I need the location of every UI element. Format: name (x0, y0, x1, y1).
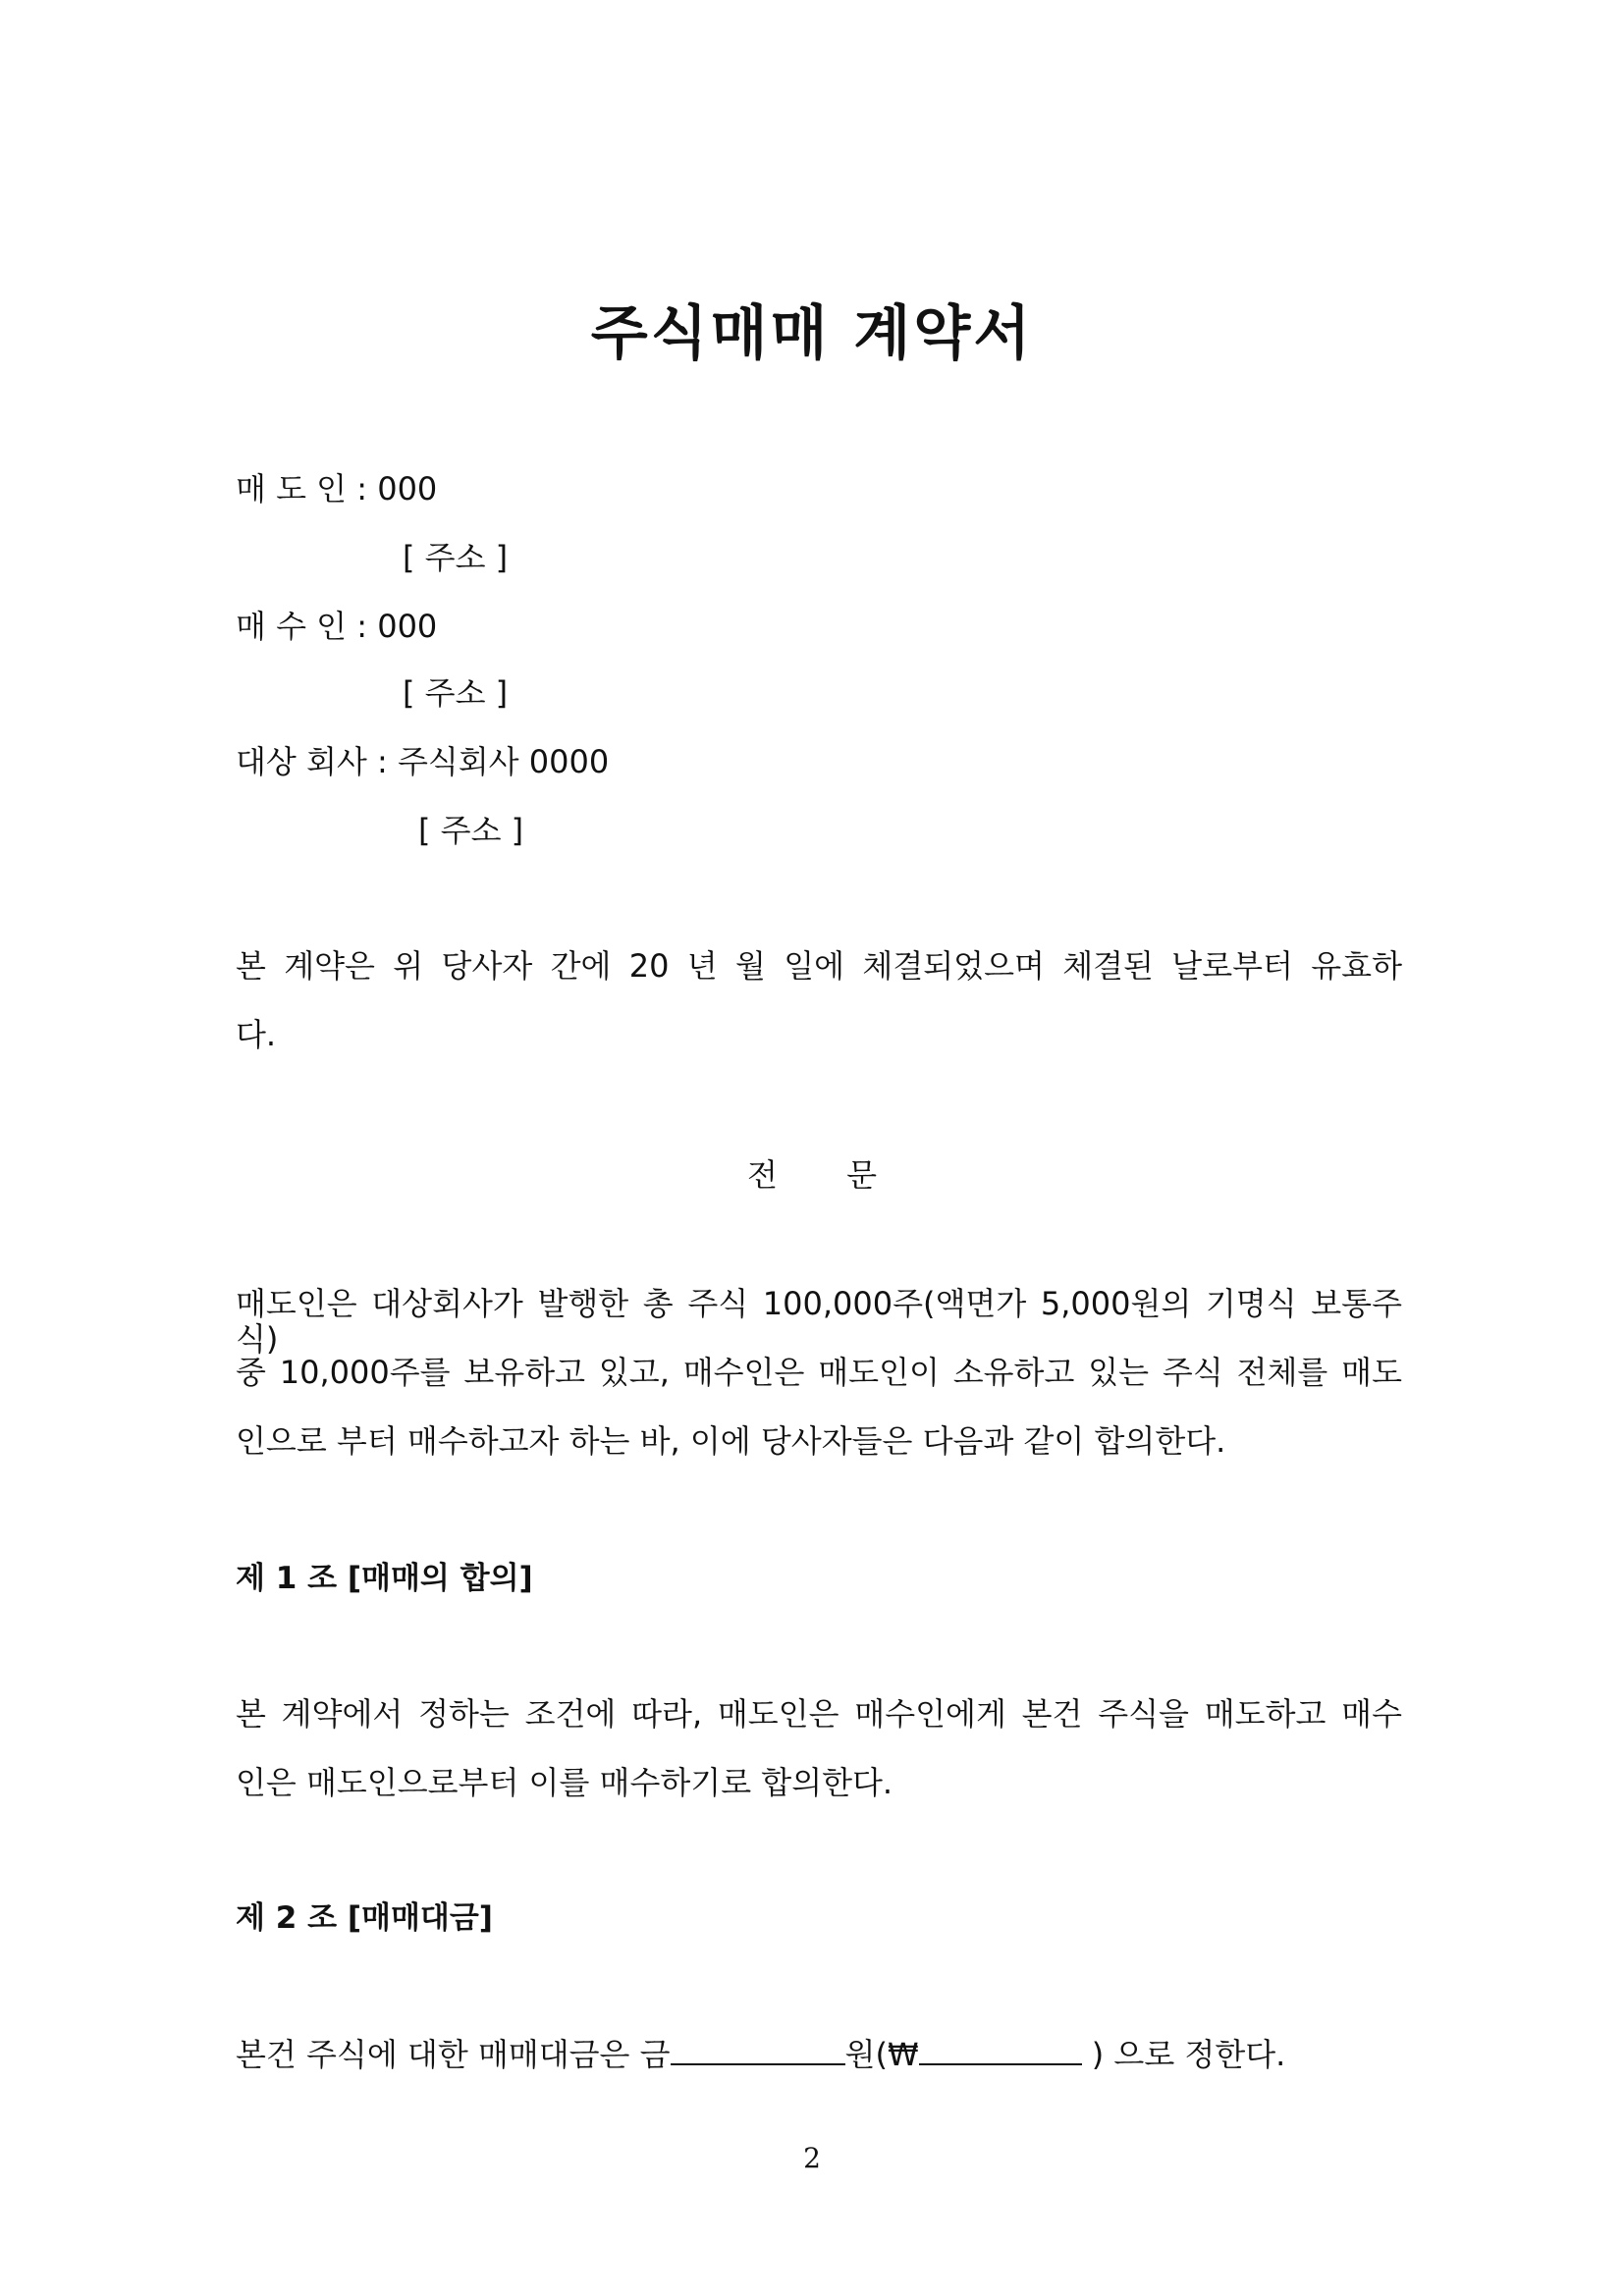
seller-address: [ 주소 ] (403, 539, 509, 576)
company-address: [ 주소 ] (418, 812, 524, 849)
page-number: 2 (803, 2142, 821, 2174)
preamble-heading: 전 문 (747, 1156, 877, 1194)
article-1-heading: 제 1 조 [매매의 합의] (236, 1561, 533, 1596)
price-text-part-1: 본건 주식에 대한 매매대금은 금 (236, 2036, 671, 2073)
document-title: 주식매매 계약서 (590, 299, 1034, 368)
buyer-label: 매 수 인 : 000 (236, 608, 438, 645)
effective-clause-line-2: 다. (236, 1016, 277, 1053)
seller-label: 매 도 인 : 000 (236, 470, 438, 507)
buyer-address: [ 주소 ] (403, 674, 509, 712)
preamble-line-3: 인으로 부터 매수하고자 하는 바, 이에 당사자들은 다음과 같이 합의한다. (236, 1422, 1226, 1460)
company-label: 대상 회사 : 주식회사 0000 (236, 743, 610, 780)
price-text-part-2: 원(₩ (844, 2036, 919, 2073)
article-2-price-line (236, 2034, 1285, 2072)
price-blank-amount (671, 2034, 845, 2065)
effective-clause-line-1: 본 계약은 위 당사자 간에 20 년 월 일에 체결되었으며 체결된 날로부터 유효하 (236, 947, 1402, 985)
article-1-line-2: 인은 매도인으로부터 이를 매수하기로 합의한다. (236, 1764, 893, 1801)
article-2-heading: 제 2 조 [매매대금] (236, 1900, 493, 1936)
preamble-line-1: 매도인은 대상회사가 발행한 총 주식 100,000주(액면가 5,000원의 기명식 보통주식) (236, 1285, 1402, 1358)
price-text-part-3: ) 으로 정한다. (1081, 2036, 1286, 2073)
article-1-line-1: 본 계약에서 정하는 조건에 따라, 매도인은 매수인에게 본건 주식을 매도하고 매수 (236, 1695, 1402, 1733)
preamble-line-2: 중 10,000주를 보유하고 있고, 매수인은 매도인이 소유하고 있는 주식 전체를 매도 (236, 1354, 1402, 1391)
price-blank-won (919, 2034, 1082, 2065)
